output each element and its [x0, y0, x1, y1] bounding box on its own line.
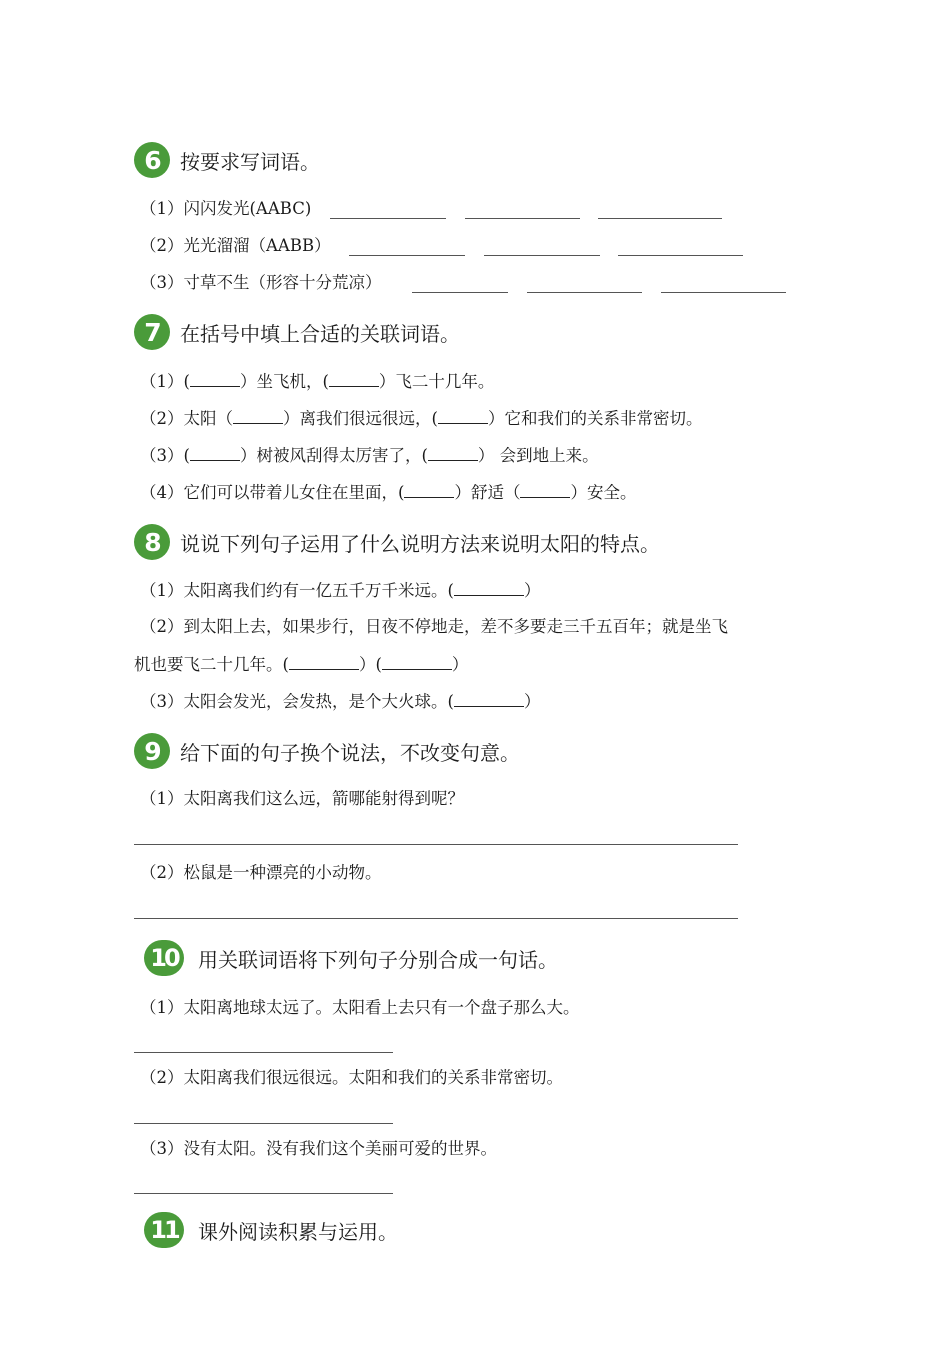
q7-4-text-a: （4）它们可以带着儿女住在里面，( — [140, 483, 405, 502]
q6-1-blank-1[interactable] — [330, 218, 446, 219]
q7-3-blank-1[interactable] — [190, 444, 240, 461]
q6-header — [134, 142, 320, 178]
q9-1-text: （1）太阳离我们这么远，箭哪能射得到呢？ — [140, 789, 464, 808]
q7-1-blank-1[interactable] — [190, 370, 240, 387]
q7-item-4 — [140, 481, 636, 504]
q6-3-blank-2[interactable] — [527, 292, 642, 293]
q6-3-blank-1[interactable] — [412, 292, 508, 293]
q8-1-blank[interactable] — [454, 579, 524, 596]
q8-2-cont-text: 机也要飞二十几年。( — [134, 655, 289, 674]
q8-2-blank-1[interactable] — [289, 653, 359, 670]
q10-item-2 — [140, 1067, 563, 1089]
q6-item-3-label: （3）寸草不生（形容十分荒凉） — [140, 273, 382, 292]
q7-3-text-c: ） 会到地上来。 — [477, 446, 599, 465]
q7-number-badge: 7 — [134, 314, 170, 350]
q9-title: 给下面的句子换个说法，不改变句意。 — [180, 740, 520, 765]
q9-item-2 — [140, 862, 382, 884]
q6-1-blank-2[interactable] — [465, 218, 580, 219]
q6-1-blank-3[interactable] — [598, 218, 722, 219]
q9-2-answer-line[interactable] — [134, 918, 738, 919]
q7-title: 在括号中填上合适的关联词语。 — [180, 321, 460, 346]
q8-2-close: ） — [451, 655, 469, 674]
q7-4-blank-2[interactable] — [520, 481, 570, 498]
q11-title: 课外阅读积累与运用。 — [198, 1219, 398, 1244]
q7-2-text-b: ）离我们很远很远，( — [283, 409, 438, 428]
q8-2-mid: ）( — [358, 655, 382, 674]
q6-2-blank-1[interactable] — [349, 255, 465, 256]
q8-3-blank[interactable] — [454, 690, 524, 707]
q8-item-3 — [140, 690, 540, 713]
q8-item-2-cont — [134, 653, 468, 676]
q9-item-1 — [140, 788, 464, 810]
q11-header — [144, 1212, 398, 1248]
q9-number-badge: 9 — [134, 733, 170, 769]
q9-2-text: （2）松鼠是一种漂亮的小动物。 — [140, 863, 382, 882]
q6-item-2-label: （2）光光溜溜（AABB） — [140, 236, 331, 255]
q7-1-text-a: （1）( — [140, 372, 190, 391]
q10-1-text: （1）太阳离地球太远了。太阳看上去只有一个盘子那么大。 — [140, 998, 580, 1017]
q10-header — [144, 940, 558, 976]
q7-2-text-c: ）它和我们的关系非常密切。 — [487, 409, 703, 428]
q7-2-blank-2[interactable] — [438, 407, 488, 424]
q8-item-2 — [140, 616, 728, 638]
q6-number-badge: 6 — [134, 142, 170, 178]
q7-1-text-c: ）飞二十几年。 — [378, 372, 495, 391]
q10-title: 用关联词语将下列句子分别合成一句话。 — [198, 947, 558, 972]
q10-3-text: （3）没有太阳。没有我们这个美丽可爱的世界。 — [140, 1139, 497, 1158]
q7-3-text-a: （3）( — [140, 446, 190, 465]
q8-1-close: ） — [523, 581, 541, 600]
q6-2-blank-2[interactable] — [484, 255, 600, 256]
q10-1-answer-line[interactable] — [134, 1052, 393, 1053]
q10-number-badge: 10 — [144, 940, 184, 976]
q9-1-answer-line[interactable] — [134, 844, 738, 845]
q7-4-text-b: ）舒适（ — [454, 483, 521, 502]
q6-item-3 — [140, 272, 382, 294]
q6-2-blank-3[interactable] — [618, 255, 743, 256]
q7-2-text-a: （2）太阳（ — [140, 409, 233, 428]
q10-2-answer-line[interactable] — [134, 1123, 393, 1124]
q8-number-badge: 8 — [134, 524, 170, 560]
q7-4-text-c: ）安全。 — [570, 483, 637, 502]
q8-3-text: （3）太阳会发光，会发热，是个大火球。( — [140, 692, 454, 711]
q6-item-2 — [140, 235, 331, 257]
q11-number-badge: 11 — [144, 1212, 184, 1248]
q8-title: 说说下列句子运用了什么说明方法来说明太阳的特点。 — [180, 531, 660, 556]
q7-3-text-b: ）树被风刮得太厉害了，( — [239, 446, 428, 465]
q7-item-2 — [140, 407, 702, 430]
q7-2-blank-1[interactable] — [233, 407, 283, 424]
q6-title: 按要求写词语。 — [180, 149, 320, 174]
q7-header — [134, 314, 460, 350]
q7-4-blank-1[interactable] — [404, 481, 454, 498]
q7-3-blank-2[interactable] — [428, 444, 478, 461]
q8-1-text: （1）太阳离我们约有一亿五千万千米远。( — [140, 581, 454, 600]
q8-3-close: ） — [523, 692, 541, 711]
q8-2-text: （2）到太阳上去，如果步行，日夜不停地走，差不多要走三千五百年；就是坐飞 — [140, 617, 728, 636]
q7-item-3 — [140, 444, 599, 467]
q7-1-text-b: ）坐飞机，( — [239, 372, 329, 391]
q6-item-1 — [140, 198, 311, 220]
q7-item-1 — [140, 370, 494, 393]
q10-3-answer-line[interactable] — [134, 1193, 393, 1194]
q10-2-text: （2）太阳离我们很远很远。太阳和我们的关系非常密切。 — [140, 1068, 563, 1087]
q8-item-1 — [140, 579, 540, 602]
q7-1-blank-2[interactable] — [329, 370, 379, 387]
q8-2-blank-2[interactable] — [382, 653, 452, 670]
q6-item-1-label: （1）闪闪发光(AABC) — [140, 199, 312, 218]
q6-3-blank-3[interactable] — [661, 292, 786, 293]
q9-header — [134, 733, 520, 769]
q10-item-1 — [140, 997, 580, 1019]
q8-header — [134, 524, 660, 560]
q10-item-3 — [140, 1138, 497, 1160]
